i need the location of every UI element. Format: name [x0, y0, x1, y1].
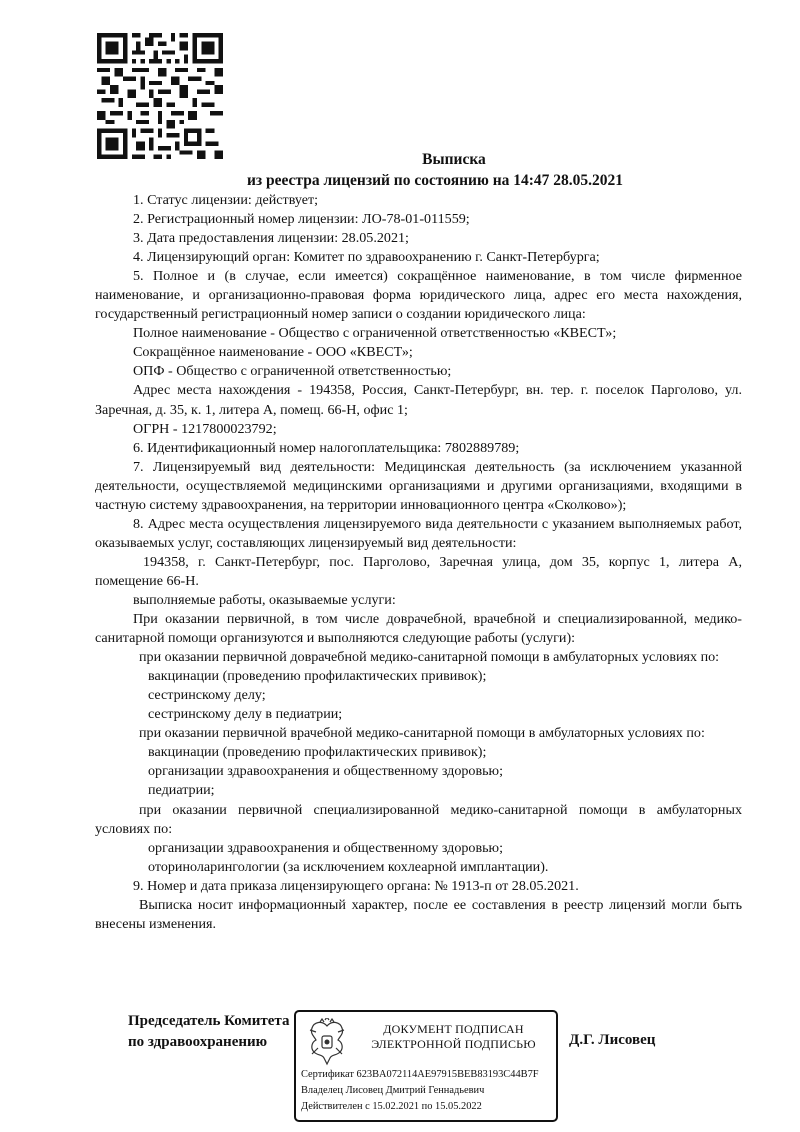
full-name: Полное наименование - Общество с ограниченной ответственностью «КВЕСТ»;	[133, 325, 617, 342]
electronic-signature-stamp	[294, 1010, 558, 1122]
legal-form: ОПФ - Общество с ограниченной ответственностью;	[133, 363, 452, 380]
document-body	[95, 191, 742, 934]
qr-code-icon	[97, 33, 223, 159]
legal-entity-heading: 5. Полное и (в случае, если имеется) сокращённое наименование, в том числе фирменное наименование, и организационно-правовая форма юридического лица, адрес его места нахождения, государственный регистрационный номер записи о создании юридического лица:	[95, 268, 742, 323]
disclaimer-note: Выписка носит информационный характер, после ее составления в реестр лицензий могли быть внесены изменения.	[95, 896, 742, 932]
works-intro: При оказании первичной, в том числе доврачебной, врачебной и специализированной, медико-санитарной помощи организуются и выполняются следующие работы (услуги):	[95, 611, 742, 647]
licensing-authority: 4. Лицензирующий орган: Комитет по здравоохранению г. Санкт-Петербурга;	[133, 249, 600, 266]
license-date: 3. Дата предоставления лицензии: 28.05.2021;	[133, 230, 409, 247]
works-label: выполняемые работы, оказываемые услуги:	[133, 591, 396, 608]
group-1-heading: при оказании первичной доврачебной медико-санитарной помощи в амбулаторных условиях по:	[139, 649, 720, 666]
registration-number: 2. Регистрационный номер лицензии: ЛО-78-01-011559;	[133, 211, 470, 228]
group-3-heading: при оказании первичной специализированной медико-санитарной помощи в амбулаторных условиях по:	[95, 801, 742, 837]
inn: 6. Идентификационный номер налогоплательщика: 7802889789;	[133, 439, 520, 456]
coat-of-arms-icon	[304, 1018, 350, 1068]
position-line-2: по здравоохранению	[128, 1034, 268, 1050]
list-item: сестринскому делу;	[148, 687, 266, 704]
stamp-heading	[356, 1022, 551, 1052]
certificate-validity: Действителен с 15.02.2021 по 15.05.2022	[301, 1101, 482, 1112]
list-item: вакцинации (проведению профилактических прививок);	[148, 744, 487, 761]
signatory-position	[128, 1011, 289, 1053]
certificate-owner: Владелец Лисовец Дмитрий Геннадьевич	[301, 1085, 485, 1096]
certificate-number: Сертификат 623BA072114AE97915BEB83193C44B7F	[301, 1069, 539, 1080]
ogrn: ОГРН - 1217800023792;	[133, 420, 277, 437]
list-item: вакцинации (проведению профилактических прививок);	[148, 668, 487, 685]
signer-name: Д.Г. Лисовец	[569, 1032, 656, 1048]
licensed-activity: 7. Лицензируемый вид деятельности: Медицинская деятельность (за исключением указанной деятельности, осуществляемой медицинскими организациями и другими организациями, входящими в частную систему здравоохранения, на территории инновационного центра «Сколково»);	[95, 458, 742, 513]
document-title: Выписка	[422, 151, 486, 168]
list-item: организации здравоохранения и общественному здоровью;	[148, 763, 503, 780]
stamp-heading-line-1: ДОКУМЕНТ ПОДПИСАН	[383, 1022, 524, 1036]
stamp-heading-line-2: ЭЛЕКТРОННОЙ ПОДПИСЬЮ	[371, 1037, 536, 1051]
group-2-heading: при оказании первичной врачебной медико-санитарной помощи в амбулаторных условиях по:	[139, 725, 705, 742]
license-status: 1. Статус лицензии: действует;	[133, 192, 319, 208]
order-number: 9. Номер и дата приказа лицензирующего органа: № 1913-п от 28.05.2021.	[133, 877, 579, 894]
activity-address-heading: 8. Адрес места осуществления лицензируемого вида деятельности с указанием выполняемых работ, оказываемых услуг, составляющих лицензируемый вид деятельности:	[95, 515, 742, 551]
list-item: оториноларингологии (за исключением кохлеарной имплантации).	[148, 858, 549, 875]
position-line-1: Председатель Комитета	[128, 1013, 290, 1029]
short-name: Сокращённое наименование - ООО «КВЕСТ»;	[133, 344, 413, 361]
list-item: педиатрии;	[148, 782, 215, 799]
list-item: организации здравоохранения и общественному здоровью;	[148, 839, 503, 856]
document-subtitle: из реестра лицензий по состоянию на 14:47 28.05.2021	[246, 172, 624, 189]
entity-address: Адрес места нахождения - 194358, Россия, Санкт-Петербург, вн. тер. г. поселок Парголово, ул. Заречная, д. 35, к. 1, литера А, помещ. 66-Н, офис 1;	[95, 382, 742, 418]
list-item: сестринскому делу в педиатрии;	[148, 706, 343, 723]
activity-address: 194358, г. Санкт-Петербург, пос. Парголово, Заречная улица, дом 35, корпус 1, литера А, помещение 66-Н.	[95, 553, 742, 589]
